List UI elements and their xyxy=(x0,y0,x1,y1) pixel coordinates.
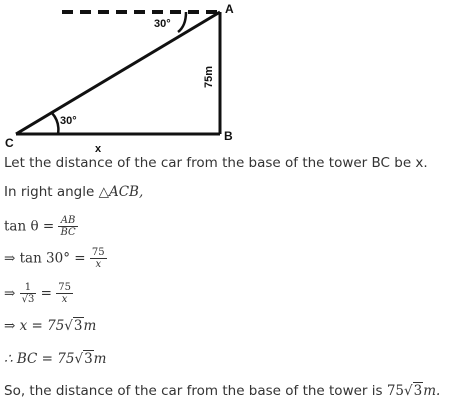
fraction-75-x xyxy=(56,282,73,305)
fraction-ab-bc xyxy=(58,215,77,238)
step-2 xyxy=(4,247,107,270)
step-5 xyxy=(4,351,106,367)
fraction-75-x xyxy=(90,247,107,270)
fraction-denominator: √3 xyxy=(21,294,35,305)
trigonometry-diagram xyxy=(0,0,468,160)
point-a-label: A xyxy=(225,2,234,16)
right-angle-prefix: In right angle xyxy=(4,184,99,200)
sqrt-symbol: √ xyxy=(74,351,84,367)
solution-intro: Let the distance of the car from the base of the tower BC be x. xyxy=(4,155,428,171)
triangle-acb: △ACB, xyxy=(98,184,144,200)
height-label: 75m xyxy=(203,65,215,88)
point-c-label: C xyxy=(5,136,14,150)
fraction-denominator: x xyxy=(61,294,68,305)
angle-arc-a xyxy=(178,12,186,32)
conclusion-text: So, the distance of the car from the base of the tower is xyxy=(4,383,387,399)
step-2-lhs: ⇒ tan 30° = xyxy=(4,250,90,267)
angle-arc-c xyxy=(52,113,58,134)
conclusion-value: 75 xyxy=(386,383,405,399)
step-4 xyxy=(4,318,96,334)
fraction-denominator: x xyxy=(95,259,102,270)
fraction-numerator: 75 xyxy=(58,282,71,293)
fraction-denominator: BC xyxy=(60,227,76,238)
step-3-eq: = xyxy=(40,285,57,302)
angle-top-label: 30° xyxy=(154,18,171,30)
step-4-radicand: 3 xyxy=(73,318,83,334)
conclusion xyxy=(4,383,440,399)
step-4-unit: m xyxy=(83,318,97,334)
fraction-numerator: AB xyxy=(58,215,77,227)
step-1 xyxy=(4,215,78,238)
step-5-radicand: 3 xyxy=(84,351,93,367)
step-3-pre: ⇒ xyxy=(4,285,20,302)
step-4-pre: ⇒ x = 75 xyxy=(4,318,65,334)
conclusion-unit: m. xyxy=(423,383,441,399)
step-3 xyxy=(4,282,73,305)
conclusion-radicand: 3 xyxy=(413,383,423,399)
base-label: x xyxy=(95,143,102,155)
step-1-lhs: tan θ = xyxy=(4,218,59,235)
hypotenuse-line-ca xyxy=(16,12,220,134)
fraction-1-root3 xyxy=(20,282,37,305)
step-5-unit: m xyxy=(93,351,107,367)
fraction-numerator: 75 xyxy=(91,247,105,258)
sqrt-symbol: √ xyxy=(404,383,413,399)
angle-bottom-label: 30° xyxy=(60,115,77,127)
step-5-pre: ∴ BC = 75 xyxy=(4,351,75,367)
fraction-numerator: 1 xyxy=(20,282,37,294)
point-b-label: B xyxy=(224,129,233,143)
sqrt-symbol: √ xyxy=(64,318,73,334)
right-angle-line xyxy=(4,184,143,200)
